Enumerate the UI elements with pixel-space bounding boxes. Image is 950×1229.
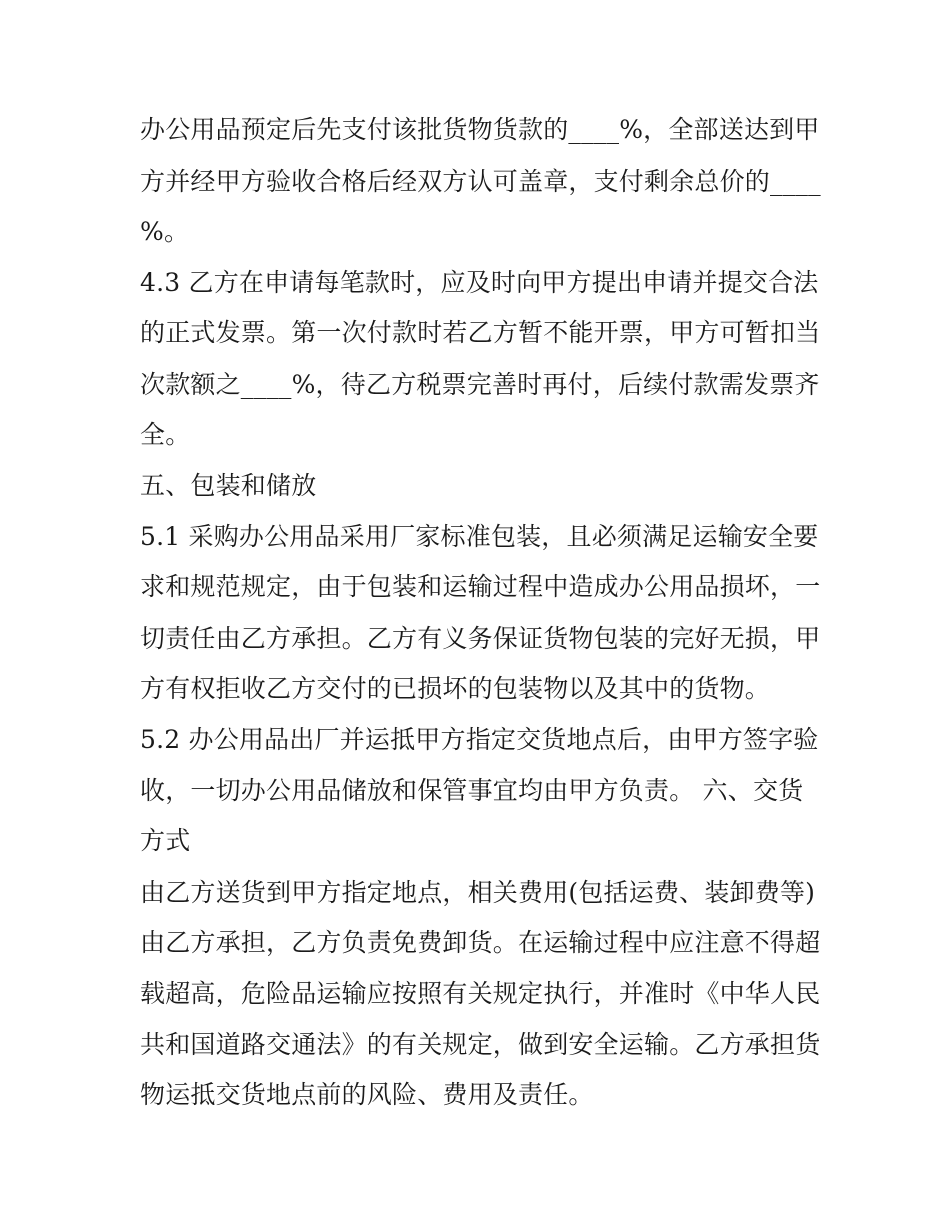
delivery-paragraph: 由乙方送货到甲方指定地点，相关费用(包括运费、装卸费等) — [140, 878, 816, 907]
clause-5-1: 5.1 采购办公用品采用厂家标准包装，且必须满足运输安全要 — [140, 522, 819, 551]
body-text-line: 方式 — [140, 826, 191, 855]
body-text-line: 次款额之____%，待乙方税票完善时再付，后续付款需发票齐 — [140, 370, 820, 399]
clause-4-3: 4.3 乙方在申请每笔款时，应及时向甲方提出申请并提交合法 — [140, 268, 819, 297]
body-text-line: 载超高，危险品运输应按照有关规定执行，并准时《中华人民 — [140, 979, 821, 1008]
body-text-line: 物运抵交货地点前的风险、费用及责任。 — [140, 1080, 594, 1109]
body-text-line: 方并经甲方验收合格后经双方认可盖章，支付剩余总价的____ — [140, 167, 821, 196]
body-text-line: 由乙方承担，乙方负责免费卸货。在运输过程中应注意不得超 — [140, 928, 821, 957]
body-text-line: 全。 — [140, 420, 191, 449]
section-heading-packaging: 五、包装和储放 — [140, 471, 317, 500]
body-text-line: 共和国道路交通法》的有关规定，做到安全运输。乙方承担货 — [140, 1030, 821, 1059]
body-text-line: 切责任由乙方承担。乙方有义务保证货物包装的完好无损，甲 — [140, 624, 821, 653]
clause-5-2: 5.2 办公用品出厂并运抵甲方指定交货地点后，由甲方签字验 — [140, 725, 819, 754]
body-text-line: 的正式发票。第一次付款时若乙方暂不能开票，甲方可暂扣当 — [140, 318, 821, 347]
body-text-line: 方有权拒收乙方交付的已损坏的包装物以及其中的货物。 — [140, 674, 771, 703]
body-text-line: 求和规范规定，由于包装和运输过程中造成办公用品损坏，一 — [140, 572, 821, 601]
body-text-line: %。 — [140, 217, 190, 246]
body-text-line: 收，一切办公用品储放和保管事宜均由甲方负责。 六、交货 — [140, 776, 804, 805]
body-text-line: 办公用品预定后先支付该批货物货款的____%，全部送达到甲 — [140, 115, 820, 144]
